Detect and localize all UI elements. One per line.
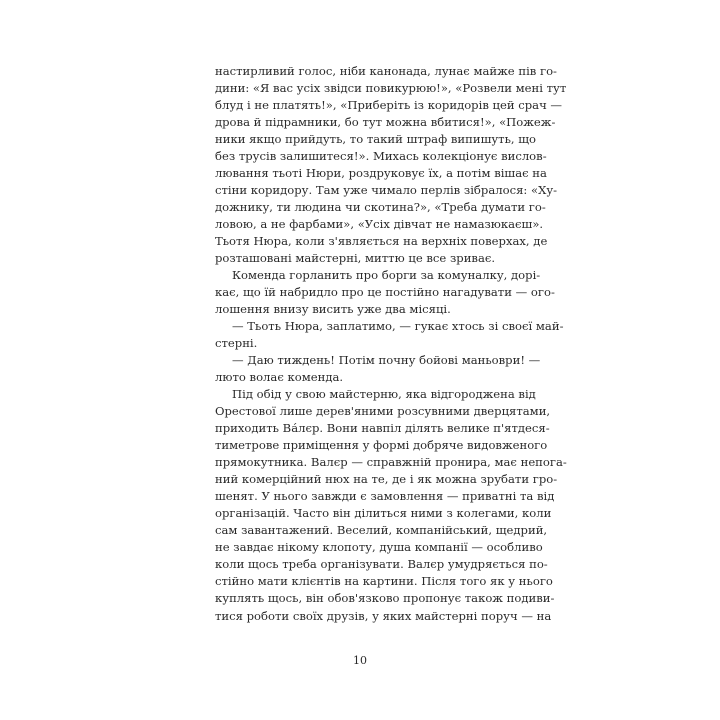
text-line: коли щось треба організувати. Валєр умудряється по- (215, 557, 548, 572)
text-line: Тьотя Нюра, коли з'являється на верхніх поверхах, де (215, 234, 548, 249)
text-line: Коменда горланить про борги за комуналку, дорі- (232, 268, 541, 283)
book-page-text (215, 63, 567, 625)
text-line: стійно мати клієнтів на картини. Після того як у нього (215, 574, 553, 589)
text-line: кає, що їй набридло про це постійно нагадувати — ого- (215, 285, 555, 300)
text-line: стерні. (215, 336, 258, 351)
text-line: ний комерційний нюх на те, де і як можна зрубати гро- (215, 472, 558, 487)
text-line: ники якщо прийдуть, то такий штраф випишуть, що (215, 132, 537, 147)
text-line: лошення внизу висить уже два місяці. (215, 302, 451, 317)
text-line: сам завантажений. Веселий, компанійський, щедрий, (215, 523, 548, 538)
text-line: прямокутника. Валєр — справжній пронира, має непога- (215, 455, 567, 470)
text-line: куплять щось, він обов'язково пропонує також подиви- (215, 591, 555, 606)
text-line: — Тьоть Нюра, заплатимо, — гукає хтось зі своєї май- (232, 319, 564, 334)
text-line: стіни коридору. Там уже чимало перлів зібралося: «Ху- (215, 183, 558, 198)
text-line: не завдає нікому клопоту, душа компанії — особливо (215, 540, 543, 555)
text-line: без трусів залишитеся!». Михась колекціонує вислов- (215, 149, 547, 164)
text-line: Під обід у свою майстерню, яка відгороджена від (232, 387, 536, 402)
text-line: ловою, а не фарбами», «Усіх дівчат не намазюкаєш». (215, 217, 544, 232)
text-line: лювання тьоті Нюри, роздруковує їх, а потім вішає на (215, 166, 547, 181)
text-line: дини: «Я вас усіх звідси повикурюю!», «Розвели мені тут (215, 81, 567, 96)
text-line: тиметрове приміщення у формі добряче видовженого (215, 438, 548, 453)
text-line: дрова й підрамники, бо тут можна вбитися!», «Пожеж- (215, 115, 556, 130)
text-line: дожнику, ти людина чи скотина?», «Треба думати го- (215, 200, 546, 215)
page-number: 10 (353, 654, 367, 667)
text-line: — Даю тиждень! Потім почну бойові маньоври! — (232, 353, 541, 368)
text-line: розташовані майстерні, миттю це все зриває. (215, 251, 496, 266)
text-line: Орестової лише дерев'яними розсувними дверцятами, (215, 404, 551, 419)
text-line: настирливий голос, ніби канонада, лунає майже пів го- (215, 64, 557, 78)
text-line: люто волає коменда. (215, 370, 344, 385)
text-line: тися роботи своїх друзів, у яких майстерні поруч — на (215, 608, 552, 623)
text-line: організацій. Часто він ділиться ними з колегами, коли (215, 506, 552, 521)
text-line: блуд і не платять!», «Приберіть із коридорів цей срач — (215, 98, 563, 113)
text-line: приходить Ва́лєр. Вони навпіл ділять велике п'ятдеся- (215, 421, 550, 436)
text-line: шенят. У нього завжди є замовлення — приватні та від (215, 489, 555, 504)
